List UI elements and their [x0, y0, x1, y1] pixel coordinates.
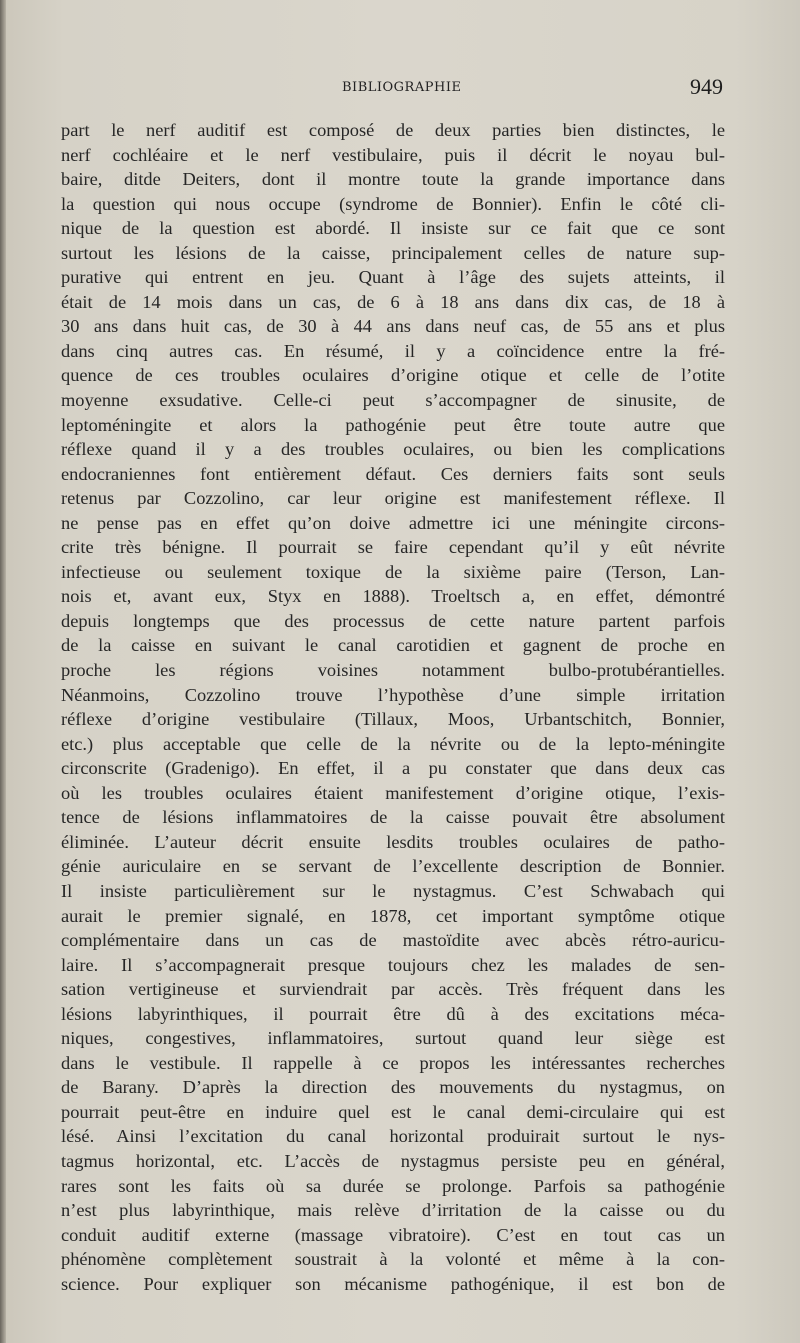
text-line: génie auriculaire en se servant de l’excellente description de Bonnier. — [61, 856, 725, 877]
text-line: 30 ans dans huit cas, de 30 à 44 ans dans neuf cas, de 55 ans et plus — [61, 316, 725, 337]
text-line: etc.) plus acceptable que celle de la névrite ou de la lepto-méningite — [61, 733, 725, 754]
text-line: leptoméningite et alors la pathogénie peut être toute autre que — [61, 414, 725, 435]
text-line: science. Pour expliquer son mécanisme pathogénique, il est bon de — [61, 1273, 725, 1294]
text-line: éliminée. L’auteur décrit ensuite lesdits troubles oculaires de patho- — [61, 831, 725, 852]
text-line: ne pense pas en effet qu’on doive admettre ici une méningite circons- — [61, 512, 725, 533]
page-header — [60, 76, 725, 100]
text-line: était de 14 mois dans un cas, de 6 à 18 ans dans dix cas, de 18 à — [61, 291, 725, 312]
text-line: conduit auditif externe (massage vibratoire). C’est en tout cas un — [61, 1224, 725, 1245]
text-line: rares sont les faits où sa durée se prolonge. Parfois sa pathogénie — [61, 1175, 725, 1196]
text-line: de Barany. D’après la direction des mouvements du nystagmus, on — [61, 1077, 725, 1098]
text-line: réflexe quand il y a des troubles oculaires, ou bien les complications — [61, 439, 725, 460]
text-line: phénomène complètement soustrait à la volonté et même à la con- — [61, 1249, 725, 1270]
text-line: proche les régions voisines notamment bulbo-protubérantielles. — [61, 660, 725, 681]
text-line: nique de la question est abordé. Il insiste sur ce fait que ce sont — [61, 218, 725, 239]
page-number: 949 — [690, 74, 723, 99]
text-line: n’est plus labyrinthique, mais relève d’irritation de la caisse ou du — [61, 1200, 725, 1221]
text-line: nois et, avant eux, Styx en 1888). Troeltsch a, en effet, démontré — [61, 586, 725, 607]
text-line: tagmus horizontal, etc. L’accès de nystagmus persiste peu en général, — [61, 1150, 725, 1171]
text-line: infectieuse ou seulement toxique de la sixième paire (Terson, Lan- — [61, 561, 725, 582]
text-line: lésions labyrinthiques, il pourrait être dû à des excitations méca- — [61, 1003, 725, 1024]
text-line: sation vertigineuse et surviendrait par accès. Très fréquent dans les — [61, 979, 725, 1000]
text-line: réflexe d’origine vestibulaire (Tillaux, Moos, Urbantschitch, Bonnier, — [61, 709, 725, 730]
text-line: lésé. Ainsi l’excitation du canal horizontal produirait surtout le nys- — [61, 1126, 725, 1147]
text-line: part le nerf auditif est composé de deux parties bien distinctes, le — [61, 120, 725, 140]
body-text — [61, 118, 725, 1296]
text-line: complémentaire dans un cas de mastoïdite avec abcès rétro-auricu- — [61, 930, 725, 951]
running-head: BIBLIOGRAPHIE — [342, 80, 462, 95]
text-line: laire. Il s’accompagnerait presque toujours chez les malades de sen- — [61, 954, 725, 975]
text-line: Il insiste particulièrement sur le nystagmus. C’est Schwabach qui — [61, 880, 725, 901]
text-line: retenus par Cozzolino, car leur origine est manifestement réflexe. Il — [61, 488, 725, 509]
text-line: dans cinq autres cas. En résumé, il y a coïncidence entre la fré- — [61, 340, 725, 361]
text-line: tence de lésions inflammatoires de la caisse pouvait être absolument — [61, 807, 725, 828]
text-line: dans le vestibule. Il rappelle à ce propos les intéressantes recherches — [61, 1052, 725, 1073]
text-line: où les troubles oculaires étaient manifestement d’origine otique, l’exis- — [61, 782, 725, 803]
text-line: nerf cochléaire et le nerf vestibulaire, puis il décrit le noyau bul- — [61, 144, 725, 165]
text-line: pourrait peut-être en induire quel est le canal demi-circulaire qui est — [61, 1101, 725, 1122]
text-line: depuis longtemps que des processus de cette nature partent parfois — [61, 610, 725, 631]
text-line: Néanmoins, Cozzolino trouve l’hypothèse d’une simple irritation — [61, 684, 725, 705]
text-line: niques, congestives, inflammatoires, surtout quand leur siège est — [61, 1028, 725, 1049]
text-line: quence de ces troubles oculaires d’origine otique et celle de l’otite — [61, 365, 725, 386]
text-line: crite très bénigne. Il pourrait se faire cependant qu’il y eût névrite — [61, 537, 725, 558]
text-line: purative qui entrent en jeu. Quant à l’âge des sujets atteints, il — [61, 267, 725, 288]
text-line: de la caisse en suivant le canal carotidien et gagnent de proche en — [61, 635, 725, 656]
text-line: circonscrite (Gradenigo). En effet, il a pu constater que dans deux cas — [61, 758, 725, 779]
text-line: endocraniennes font entièrement défaut. Ces derniers faits sont seuls — [61, 463, 725, 484]
text-line: surtout les lésions de la caisse, principalement celles de nature sup- — [61, 242, 725, 263]
text-line: aurait le premier signalé, en 1878, cet important symptôme otique — [61, 905, 725, 926]
page-edge-shadow — [0, 0, 6, 1343]
text-line: moyenne exsudative. Celle-ci peut s’accompagner de sinusite, de — [61, 390, 725, 411]
text-line: la question qui nous occupe (syndrome de Bonnier). Enfin le côté cli- — [61, 193, 725, 214]
text-line: baire, ditde Deiters, dont il montre toute la grande importance dans — [61, 169, 725, 190]
